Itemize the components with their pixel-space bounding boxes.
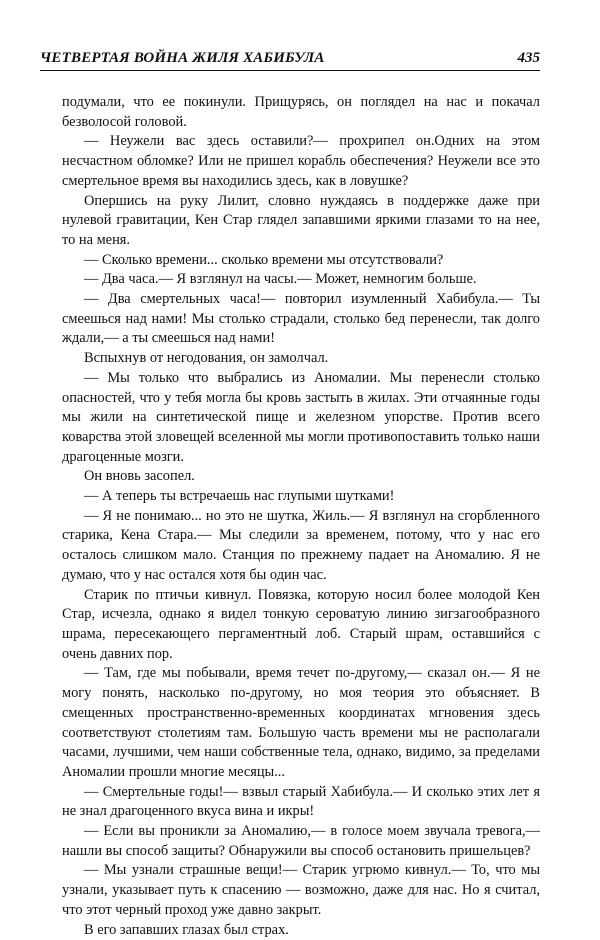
paragraph: — Там, где мы побывали, время течет по-другому,— сказал он.— Я не могу понять, насколько по-другому, но моя теория это объясняет. В смещенных пространственно-временных координатах мгновения здесь соответствуют столетиям там. Большую часть времени мы не располагали часами, лучшими, чем наши собственные тела, однако, видимо, за пределами Аномалии прошли многие месяцы... [62, 665, 540, 780]
paragraph: — Мы только что выбрались из Аномалии. Мы перенесли столько опасностей, что у тебя могла бы кровь застыть в жилах. Эти отчаянные годы мы жили на синтетической пище и железном упорстве. Против всего коварства этой зловещей вселенной мы могли противопоставить только наши драгоценные мозги. [62, 369, 540, 465]
paragraph: — Я не понимаю... но это не шутка, Жиль.— Я взглянул на сгорбленного старика, Кена Стара.— Мы следили за временем, потому, что у нас его осталось слишком мало. Станция по прежнему падает на Аномалию. Я не думаю, что у нас остался хотя бы один час. [62, 507, 540, 583]
paragraph: — Два часа.— Я взглянул на часы.— Может, немногим больше. [84, 271, 477, 288]
paragraph: — А теперь ты встречаешь нас глупыми шутками! [84, 488, 395, 505]
paragraph: Старик по птичьи кивнул. Повязка, которую носил более молодой Кен Стар, исчезла, однако я видел тонкую сероватую линию зигзагообразного шрама, пересекающего пергаментный лоб. Старый шрам, оставшийся с очень давних пор. [62, 586, 540, 662]
paragraph: — Смертельные годы!— взвыл старый Хабибула.— И сколько этих лет я не знал драгоценного вкуса вина и икры! [62, 783, 540, 820]
paragraph: — Мы узнали страшные вещи!— Старик угрюмо кивнул.— То, что мы узнали, указывает путь к спасению — возможно, даже для нас. Но я считал, что этот черный проход уже давно закрыт. [62, 862, 540, 918]
text-body [62, 93, 540, 940]
running-title: ЧЕТВЕРТАЯ ВОЙНА ЖИЛЯ ХАБИБУЛА [40, 50, 325, 66]
paragraph: Опершись на руку Лилит, словно нуждаясь в поддержке даже при нулевой гравитации, Кен Стар глядел запавшими яркими глазами то на нее, то на меня. [62, 192, 540, 248]
paragraph: — Сколько времени... сколько времени мы отсутствовали? [84, 251, 444, 268]
paragraph: Он вновь засопел. [84, 468, 195, 485]
paragraph: Вспыхнув от негодования, он замолчал. [84, 350, 329, 367]
page-number: 435 [517, 50, 540, 66]
paragraph: — Неужели вас здесь оставили?— прохрипел он.Одних на этом несчастном обломке? Или не пришел корабль обеспечения? Неужели все это смертельное время вы находились здесь, как в ловушке? [62, 133, 540, 189]
paragraph: подумали, что ее покинули. Прищурясь, он поглядел на нас и покачал безволосой головой. [62, 94, 540, 130]
paragraph: В его запавших глазах был страх. [84, 921, 289, 938]
paragraph: — Если вы проникли за Аномалию,— в голосе моем звучала тревога,— нашли вы способ защиты? Обнаружили вы способ остановить пришельцев? [62, 823, 540, 859]
running-header [40, 50, 540, 74]
paragraph: — Два смертельных часа!— повторил изумленный Хабибула.— Ты смеешься над нами! Мы столько страдали, столько бед перенесли, так долго ждали,— а ты смеешься над нами! [62, 291, 540, 347]
header-rule [40, 70, 540, 71]
